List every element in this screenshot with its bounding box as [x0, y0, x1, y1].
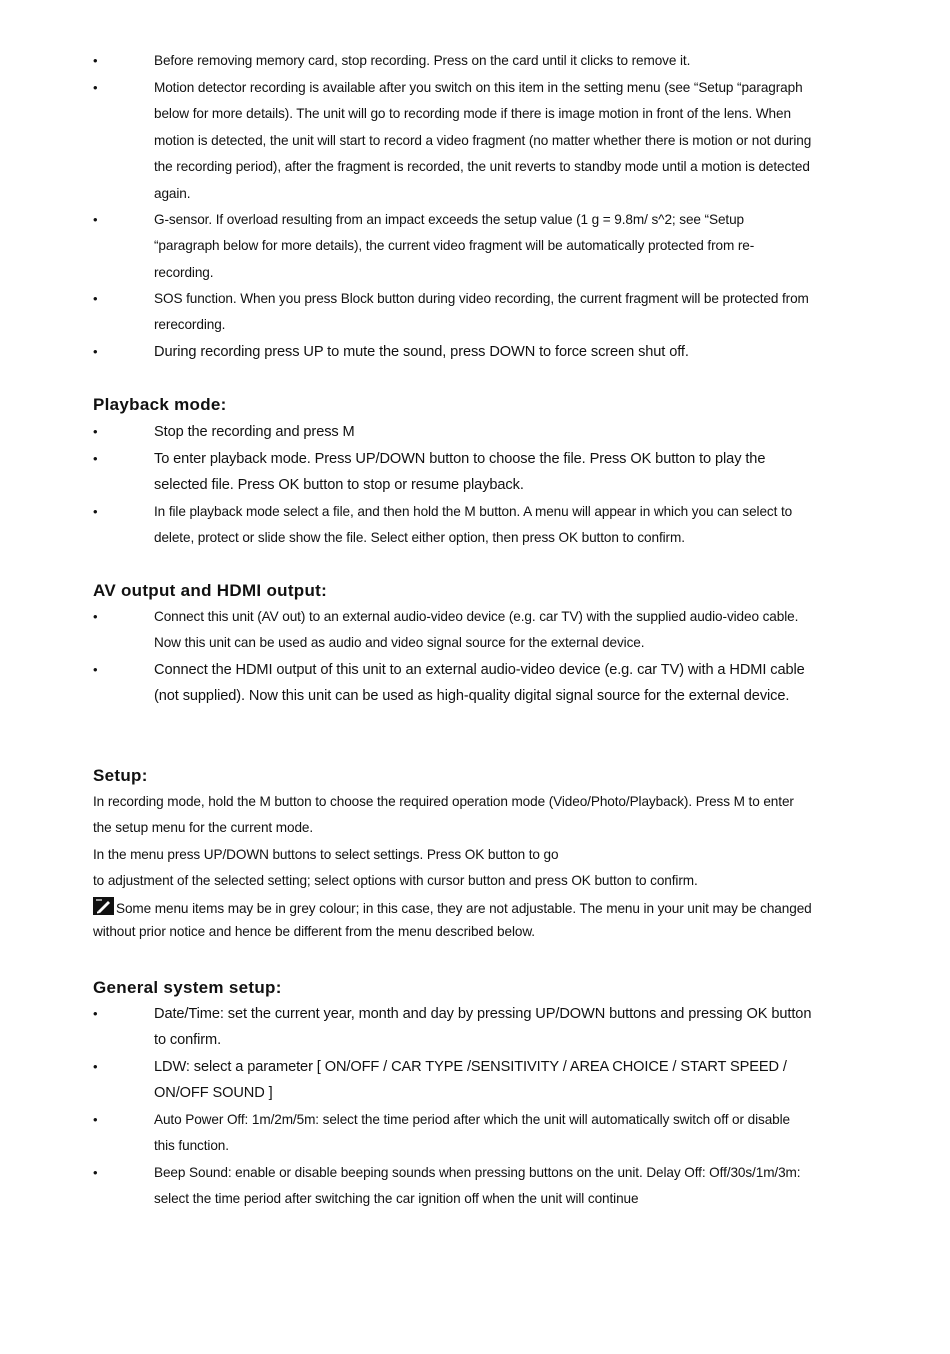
list-item [93, 446, 813, 499]
bullet: • [93, 1165, 98, 1180]
setup-paragraph: In recording mode, hold the M button to choose the required operation mode (Video/Photo/Playback). Press M to enter the setup menu for the current mode. [93, 794, 794, 836]
list-item [93, 1107, 813, 1160]
list-item-text: Stop the recording and press M [154, 424, 355, 440]
list-item-text: Connect the HDMI output of this unit to an external audio-video device (e.g. car TV) with a HDMI cable (not supplied). Now this unit can be used as high-quality digital signal source for the external device. [154, 662, 805, 705]
list-item-text: G-sensor. If overload resulting from an impact exceeds the setup value (1 g = 9.8m/ s^2; see “Setup “paragraph below for more details), the current video fragment will be automatically protected from re-recording. [154, 212, 755, 280]
bullet: • [93, 80, 98, 95]
setup-paragraph-line: In the menu press UP/DOWN buttons to select settings. Press OK button to go [93, 847, 559, 862]
bullet: • [93, 662, 98, 677]
list-item-text: Date/Time: set the current year, month and day by pressing UP/DOWN buttons and pressing OK button to confirm. [154, 1006, 812, 1049]
bullet: • [93, 344, 98, 359]
bullet: • [93, 504, 98, 519]
list-item-text: In file playback mode select a file, and then hold the M button. A menu will appear in which you can select to delete, protect or slide show the file. Select either option, then press OK button to confirm. [154, 504, 793, 546]
note-text: Some menu items may be in grey colour; in this case, they are not adjustable. The menu in your unit may be changed without prior notice and hence be different from the menu described below. [93, 901, 812, 939]
list-item [93, 207, 813, 286]
bullet: • [93, 424, 98, 439]
list-item [93, 48, 813, 74]
list-item [93, 604, 813, 657]
list-item-text: LDW: select a parameter [ ON/OFF / CAR TYPE /SENSITIVITY / AREA CHOICE / START SPEED / ON/OFF SOUND ] [154, 1059, 787, 1102]
bullet: • [93, 1006, 98, 1021]
list-item-text: SOS function. When you press Block button during video recording, the current fragment will be protected from rerecording. [154, 291, 809, 333]
section-heading-playback: Playback mode: [93, 395, 227, 414]
section-heading-general-setup: General system setup: [93, 978, 282, 997]
list-item-text: Before removing memory card, stop recording. Press on the card until it clicks to remove it. [154, 53, 691, 68]
list-item [93, 499, 813, 552]
bullet: • [93, 291, 98, 306]
list-item-text: Connect this unit (AV out) to an external audio-video device (e.g. car TV) with the supplied audio-video cable. Now this unit can be used as audio and video signal source for the external device. [154, 609, 799, 651]
list-item [93, 657, 813, 710]
bullet: • [93, 212, 98, 227]
list-item-text: During recording press UP to mute the sound, press DOWN to force screen shut off. [154, 344, 689, 360]
note-pencil-icon [93, 897, 114, 915]
bullet: • [93, 1112, 98, 1127]
bullet: • [93, 1059, 98, 1074]
setup-paragraph-line: to adjustment of the selected setting; select options with cursor button and press OK button to confirm. [93, 873, 698, 888]
list-item [93, 1001, 813, 1054]
list-item [93, 339, 813, 365]
section-heading-av-output: AV output and HDMI output: [93, 581, 328, 600]
list-item-text: Beep Sound: enable or disable beeping sounds when pressing buttons on the unit. Delay Off: Off/30s/1m/3m: select the time period after switching the car ignition off when the unit will continue [154, 1165, 801, 1207]
list-item [93, 1054, 813, 1107]
list-item [93, 419, 813, 445]
bullet: • [93, 609, 98, 624]
list-item [93, 1160, 813, 1213]
bullet: • [93, 451, 98, 466]
list-item [93, 75, 813, 207]
list-item-text: To enter playback mode. Press UP/DOWN button to choose the file. Press OK button to play the selected file. Press OK button to stop or resume playback. [154, 451, 766, 494]
section-heading-setup: Setup: [93, 766, 148, 785]
list-item-text: Motion detector recording is available after you switch on this item in the setting menu (see “Setup “paragraph below for more details). The unit will go to recording mode if there is image motion in front of the lens. When motion is detected, the unit will start to record a video fragment (no matter whether there is motion or not during the recording period), after the fragment is recorded, the unit reverts to standby mode until a motion is detected again. [154, 80, 812, 201]
list-item-text: Auto Power Off: 1m/2m/5m: select the time period after which the unit will automatically switch off or disable this function. [154, 1112, 790, 1154]
list-item [93, 286, 813, 339]
bullet: • [93, 53, 98, 68]
setup-note [93, 897, 813, 943]
